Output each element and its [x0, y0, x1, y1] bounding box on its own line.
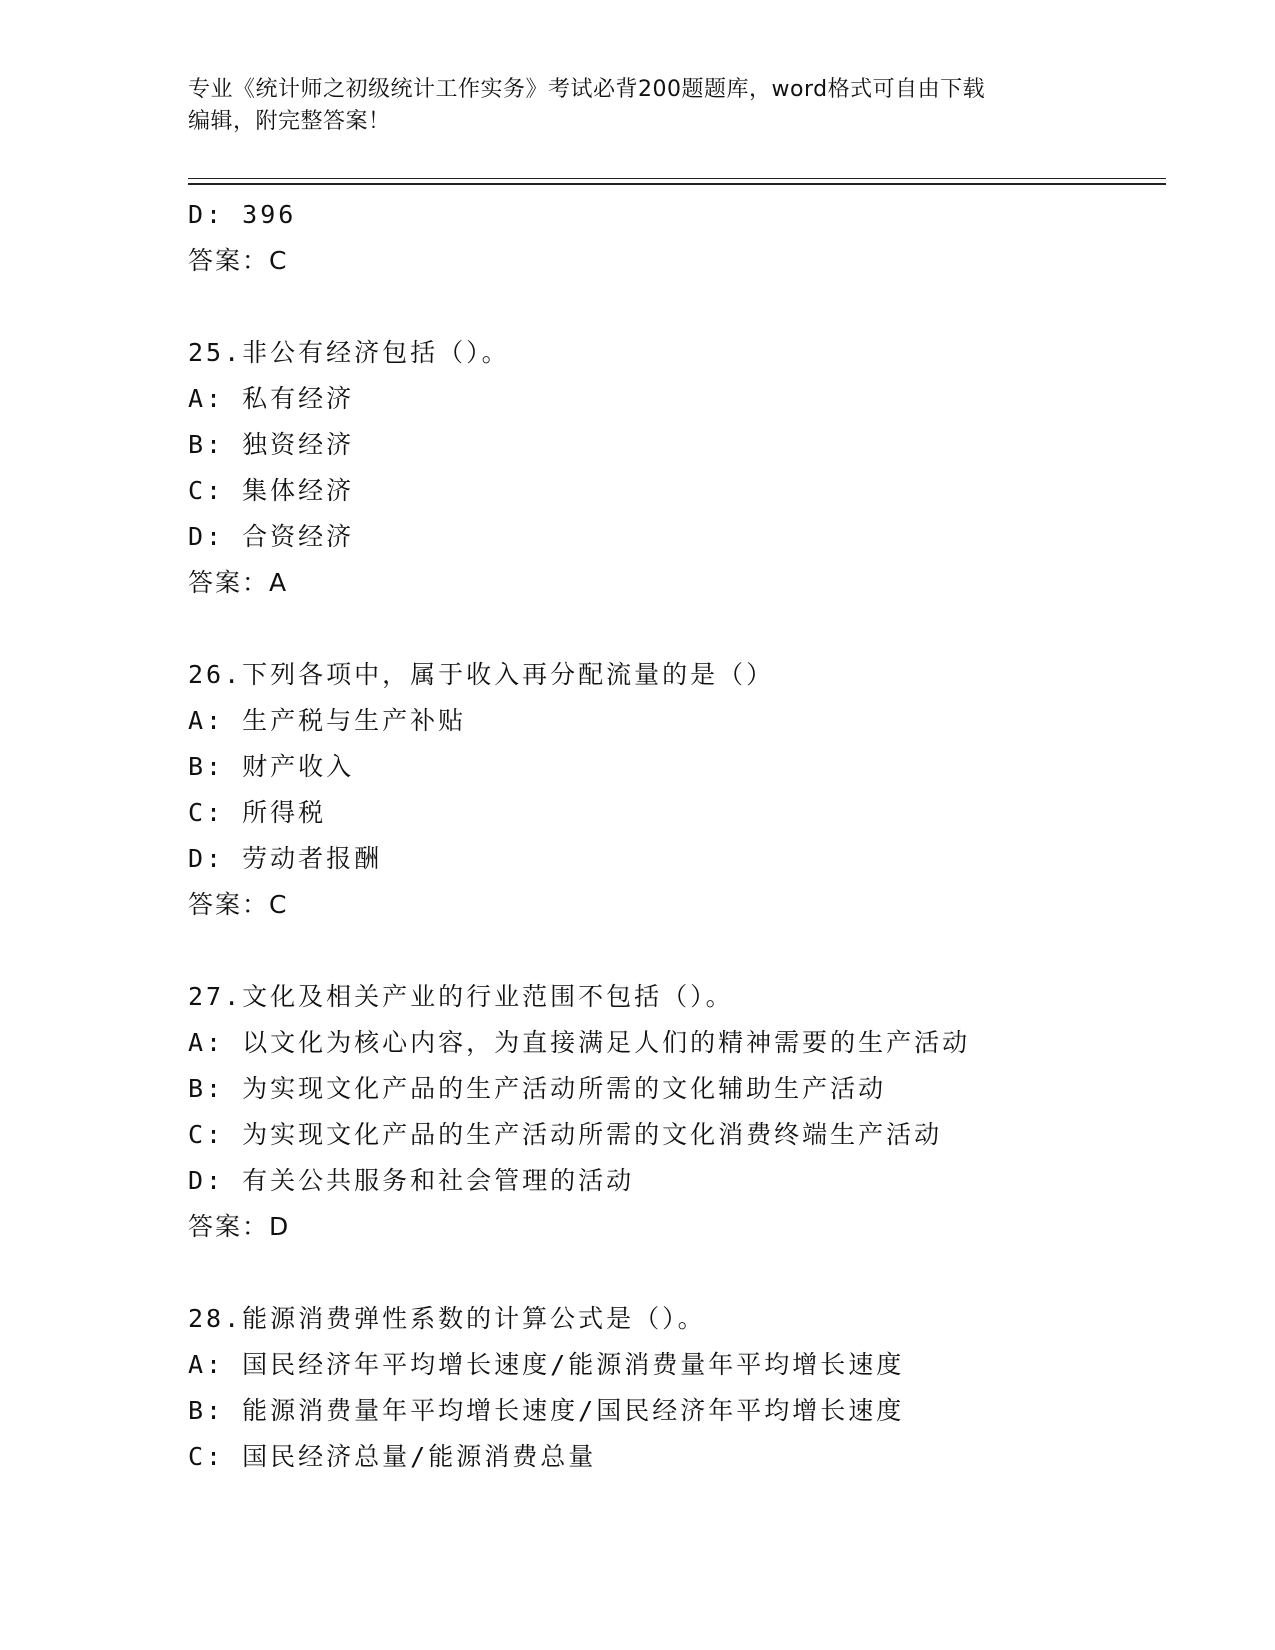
option-a: A: 以文化为核心内容，为直接满足人们的精神需要的生产活动	[188, 1028, 971, 1057]
option-c: C: 国民经济总量/能源消费总量	[188, 1442, 597, 1471]
prev-answer: 答案：C	[188, 246, 289, 275]
header-divider-thin	[188, 178, 1166, 179]
option-a: A: 私有经济	[188, 384, 355, 413]
question-stem: 28.能源消费弹性系数的计算公式是（）。	[188, 1304, 706, 1333]
document-body	[188, 192, 1168, 1480]
question-28	[188, 1296, 1168, 1480]
option-c: C: 集体经济	[188, 476, 355, 505]
question-stem: 25.非公有经济包括（）。	[188, 338, 510, 367]
option-d: D: 合资经济	[188, 522, 355, 551]
option-b: B: 能源消费量年平均增长速度/国民经济年平均增长速度	[188, 1396, 905, 1425]
answer: 答案：D	[188, 1212, 291, 1241]
prev-option-d: D: 396	[188, 200, 297, 229]
question-stem: 26.下列各项中，属于收入再分配流量的是（）	[188, 660, 775, 689]
question-25	[188, 330, 1168, 606]
option-a: A: 国民经济年平均增长速度/能源消费量年平均增长速度	[188, 1350, 905, 1379]
option-d: D: 有关公共服务和社会管理的活动	[188, 1166, 635, 1195]
option-c: C: 所得税	[188, 798, 327, 827]
option-c: C: 为实现文化产品的生产活动所需的文化消费终端生产活动	[188, 1120, 943, 1149]
option-b: B: 独资经济	[188, 430, 355, 459]
question-26	[188, 652, 1168, 928]
answer: 答案：C	[188, 890, 289, 919]
question-stem: 27.文化及相关产业的行业范围不包括（）。	[188, 982, 734, 1011]
header-divider-thick	[188, 183, 1166, 185]
header-line-1: 专业《统计师之初级统计工作实务》考试必背200题题库，word格式可自由下载	[188, 77, 986, 102]
answer: 答案：A	[188, 568, 289, 597]
question-27	[188, 974, 1168, 1250]
option-b: B: 为实现文化产品的生产活动所需的文化辅助生产活动	[188, 1074, 887, 1103]
document-header	[188, 74, 1088, 138]
option-d: D: 劳动者报酬	[188, 844, 383, 873]
option-a: A: 生产税与生产补贴	[188, 706, 467, 735]
option-b: B: 财产收入	[188, 752, 355, 781]
header-line-2: 编辑，附完整答案！	[188, 109, 391, 134]
